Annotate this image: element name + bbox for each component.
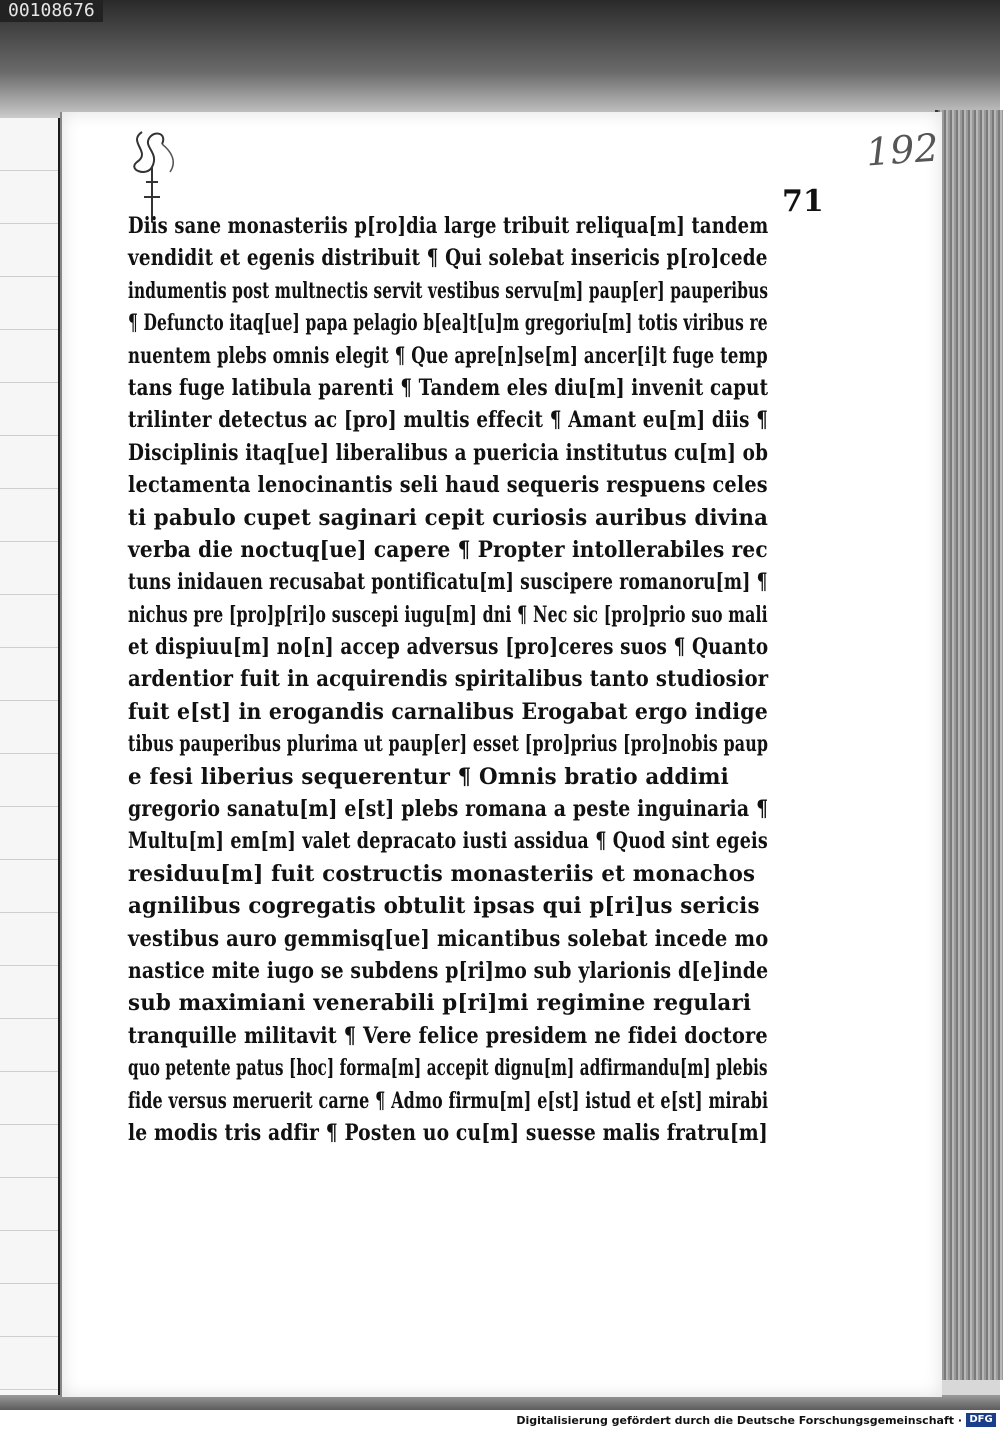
left-page-edge (0, 118, 61, 1398)
text-line: fuit e[st] in erogandis carnalibus Erogabat ergo indige (128, 698, 768, 725)
text-line: le modis tris adfir ¶ Posten uo cu[m] suesse malis fratru[m] (128, 1119, 768, 1146)
text-line: residuu[m] fuit costructis monasteriis et monachos (128, 860, 756, 887)
text-line: vendidit et egenis distribuit ¶ Qui solebat insericis p[ro]cede (128, 245, 768, 272)
page-stack-edges (935, 110, 1003, 1380)
text-line: Disciplinis itaq[ue] liberalibus a puericia institutus cu[m] ob (128, 439, 769, 466)
scan-id-label: 00108676 (0, 0, 103, 22)
text-line: tuns inidauen recusabat pontificatu[m] suscipere romanoru[m] ¶ (128, 569, 768, 596)
text-line: nastice mite iugo se subdens p[ri]mo sub ylarionis d[e]inde (128, 957, 769, 984)
text-line: sub maximiani venerabili p[ri]mi regimine regulari (128, 990, 752, 1017)
digitization-credit: Digitalisierung gefördert durch die Deutsche Forschungsgemeinschaft · (516, 1414, 962, 1427)
text-line: trilinter detectus ac [pro] multis effecit ¶ Amant eu[m] diis ¶ (128, 407, 769, 434)
scan-top-background (0, 0, 1000, 120)
text-line: agnilibus cogregatis obtulit ipsas qui p[ri]us sericis (128, 893, 760, 920)
text-line: Diis sane monasteriis p[ro]dia large tribuit reliqua[m] tandem (128, 213, 769, 239)
text-line: ardentior fuit in acquirendis spiritalibus tanto studiosior (128, 666, 769, 693)
text-line: quo petente patus [hoc] forma[m] accepit dignu[m] adfirmandu[m] plebis (128, 1055, 768, 1082)
text-line: nuentem plebs omnis elegit ¶ Que apre[n]se[m] ancer[i]t fuge temp (128, 342, 768, 369)
text-line: Multu[m] em[m] valet depracato iusti assidua ¶ Quod sint egeis (128, 828, 768, 855)
text-line: indumentis post multnectis servit vestibus servu[m] paup[er] pauperibus (128, 277, 769, 304)
text-line: tans fuge latibula parenti ¶ Tandem eles diu[m] invenit caput (128, 374, 769, 401)
text-line: tranquille militavit ¶ Vere felice presidem ne fidei doctore (128, 1022, 768, 1049)
marginal-mark: 71 (782, 184, 824, 219)
folio-number: 192 (864, 125, 940, 175)
text-line: vestibus auro gemmisq[ue] micantibus solebat incede mo (128, 925, 769, 952)
text-line: gregorio sanatu[m] e[st] plebs romana a peste inguinaria ¶ (128, 796, 769, 823)
text-line: ti pabulo cupet saginari cepit curiosis auribus divina (128, 504, 769, 531)
text-line: nichus pre [pro]p[ri]o suscepi iugu[m] dni ¶ Nec sic [pro]prio suo mali (128, 601, 768, 628)
text-line: et dispiuu[m] no[n] accep adversus [pro]ceres suos ¶ Quanto (128, 634, 769, 661)
scan-bottom-background (0, 1395, 1000, 1410)
text-line: ¶ Defuncto itaq[ue] papa pelagio b[ea]t[u]m gregoriu[m] totis viribus re (128, 310, 768, 337)
text-line: verba die noctuq[ue] capere ¶ Propter intollerabiles rec (128, 536, 768, 563)
dfg-logo: DFG (966, 1413, 996, 1427)
text-line: tibus pauperibus plurima ut paup[er] esset [pro]prius [pro]nobis paup (128, 731, 769, 758)
manuscript-text (128, 210, 788, 1149)
text-line: fide versus meruerit carne ¶ Admo firmu[m] e[st] istud et e[st] mirabi (128, 1087, 769, 1114)
text-line: lectamenta lenocinantis seli haud sequeris respuens celes (128, 472, 768, 499)
text-line: e fesi liberius sequerentur ¶ Omnis bratio addimi (128, 763, 729, 790)
